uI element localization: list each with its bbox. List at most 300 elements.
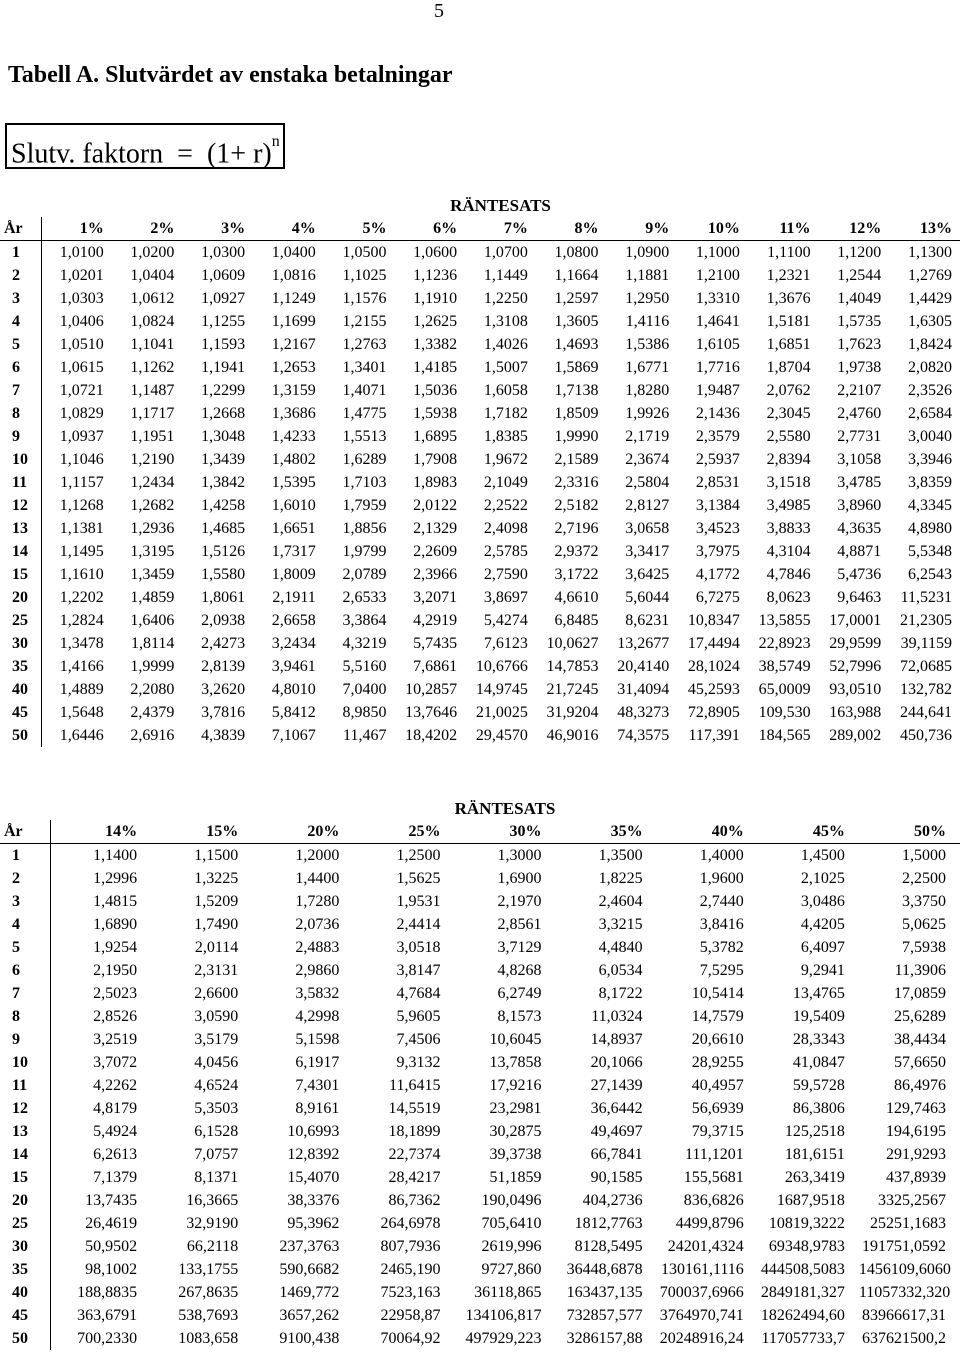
factor-cell: 1,5625 bbox=[396, 870, 441, 887]
factor-cell: 1,4889 bbox=[59, 681, 104, 698]
factor-cell: 188,8835 bbox=[77, 1284, 138, 1301]
factor-cell: 5,5348 bbox=[908, 543, 952, 560]
factor-cell: 1,1249 bbox=[271, 290, 316, 307]
factor-cell: 3,0486 bbox=[800, 893, 845, 910]
factor-cell: 4,2919 bbox=[413, 612, 458, 629]
factor-cell: 4,3839 bbox=[201, 727, 246, 744]
rate-column-header: 35% bbox=[556, 820, 657, 844]
factor-cell: 1,4815 bbox=[93, 893, 138, 910]
factor-cell: 3,7072 bbox=[93, 1054, 138, 1071]
factor-cell: 1,1941 bbox=[201, 359, 246, 376]
rate-column-header: 1% bbox=[41, 217, 112, 241]
factor-cell: 1,1157 bbox=[60, 474, 104, 491]
formula-equals: = bbox=[177, 138, 193, 170]
factor-cell: 7,5938 bbox=[902, 939, 946, 956]
factor-cell: 1,1951 bbox=[130, 428, 175, 445]
rate-column-header: 14% bbox=[50, 820, 151, 844]
factor-cell: 86,4976 bbox=[894, 1077, 946, 1094]
factor-cell: 264,6978 bbox=[380, 1215, 441, 1232]
factor-cell: 38,5749 bbox=[758, 658, 811, 675]
factor-cell: 83966617,31 bbox=[862, 1307, 946, 1324]
factor-cell: 72,8905 bbox=[687, 704, 740, 721]
factor-cell: 1,4500 bbox=[800, 847, 845, 864]
table-row bbox=[0, 632, 960, 655]
factor-cell: 1,7138 bbox=[554, 382, 599, 399]
factor-cell: 3,1384 bbox=[695, 497, 740, 514]
factor-cell: 700037,6966 bbox=[659, 1284, 744, 1301]
factor-cell: 7,1379 bbox=[93, 1169, 138, 1186]
rate-table-1-banner-spacer bbox=[0, 194, 41, 217]
factor-cell: 2,2609 bbox=[413, 543, 458, 560]
factor-cell: 1,0404 bbox=[130, 267, 175, 284]
factor-cell: 14,5519 bbox=[388, 1100, 441, 1117]
factor-cell: 10,2857 bbox=[405, 681, 458, 698]
rate-column-header: 4% bbox=[253, 217, 324, 241]
factor-cell: 24201,4324 bbox=[667, 1238, 744, 1255]
factor-cell: 2,0820 bbox=[908, 359, 952, 376]
factor-cell: 1,0100 bbox=[59, 244, 104, 261]
factor-cell: 52,7996 bbox=[829, 658, 882, 675]
factor-cell: 1,2769 bbox=[908, 267, 952, 284]
factor-cell: 1,0600 bbox=[413, 244, 458, 261]
year-cell: 50 bbox=[0, 724, 41, 747]
factor-cell: 2,5804 bbox=[625, 474, 670, 491]
year-cell: 5 bbox=[0, 333, 41, 356]
factor-cell: 1,5648 bbox=[59, 704, 104, 721]
factor-cell: 2,7440 bbox=[699, 893, 744, 910]
factor-cell: 8,9850 bbox=[342, 704, 387, 721]
factor-cell: 3,4985 bbox=[766, 497, 811, 514]
factor-cell: 1,2100 bbox=[695, 267, 740, 284]
year-cell: 30 bbox=[0, 1235, 50, 1258]
factor-cell: 3325,2567 bbox=[878, 1192, 946, 1209]
factor-cell: 13,4765 bbox=[792, 985, 845, 1002]
factor-cell: 163437,135 bbox=[566, 1284, 643, 1301]
factor-cell: 2,4883 bbox=[295, 939, 340, 956]
factor-cell: 1,8424 bbox=[908, 336, 952, 353]
factor-cell: 1,5938 bbox=[413, 405, 458, 422]
factor-cell: 4499,8796 bbox=[675, 1215, 744, 1232]
factor-cell: 1,2202 bbox=[59, 589, 104, 606]
factor-cell: 1,2653 bbox=[271, 359, 316, 376]
factor-cell: 59,5728 bbox=[792, 1077, 845, 1094]
factor-cell: 1,3108 bbox=[483, 313, 528, 330]
factor-cell: 1,3401 bbox=[342, 359, 387, 376]
factor-cell: 1,4116 bbox=[625, 313, 670, 330]
rate-table-2-banner-spacer bbox=[0, 797, 50, 820]
factor-cell: 8,1573 bbox=[497, 1008, 542, 1025]
year-cell: 50 bbox=[0, 1327, 50, 1350]
factor-cell: 1,4185 bbox=[413, 359, 458, 376]
factor-cell: 27,1439 bbox=[590, 1077, 643, 1094]
factor-cell: 155,5681 bbox=[683, 1169, 744, 1186]
table-row bbox=[0, 540, 960, 563]
factor-cell: 1,1100 bbox=[767, 244, 811, 261]
factor-cell: 4,3104 bbox=[766, 543, 811, 560]
factor-cell: 637621500,2 bbox=[862, 1330, 946, 1347]
rate-column-header: 40% bbox=[657, 820, 758, 844]
factor-cell: 72,0685 bbox=[900, 658, 952, 675]
factor-cell: 5,1598 bbox=[295, 1031, 340, 1048]
factor-cell: 18262494,60 bbox=[760, 1307, 845, 1324]
factor-cell: 191751,0592 bbox=[862, 1238, 946, 1255]
factor-cell: 2,2522 bbox=[483, 497, 528, 514]
factor-cell: 1,7623 bbox=[837, 336, 882, 353]
factor-cell: 6,2613 bbox=[93, 1146, 138, 1163]
factor-cell: 95,3962 bbox=[287, 1215, 340, 1232]
rate-column-header: 8% bbox=[536, 217, 607, 241]
factor-cell: 7,6123 bbox=[483, 635, 528, 652]
factor-cell: 1,0800 bbox=[554, 244, 599, 261]
factor-cell: 16,3665 bbox=[186, 1192, 239, 1209]
factor-cell: 2,5182 bbox=[554, 497, 599, 514]
rate-column-header: 25% bbox=[353, 820, 454, 844]
factor-cell: 1,1046 bbox=[59, 451, 104, 468]
factor-cell: 22958,87 bbox=[380, 1307, 441, 1324]
factor-cell: 1,1881 bbox=[625, 267, 670, 284]
factor-cell: 70064,92 bbox=[380, 1330, 441, 1347]
factor-cell: 48,3273 bbox=[617, 704, 670, 721]
factor-cell: 98,1002 bbox=[85, 1261, 138, 1278]
factor-cell: 1,5580 bbox=[201, 566, 246, 583]
factor-cell: 1,3310 bbox=[695, 290, 740, 307]
factor-cell: 2,8561 bbox=[497, 916, 542, 933]
factor-cell: 1,1487 bbox=[130, 382, 175, 399]
factor-cell: 74,3575 bbox=[617, 727, 670, 744]
year-cell: 20 bbox=[0, 586, 41, 609]
factor-cell: 51,1859 bbox=[489, 1169, 542, 1186]
table-row bbox=[0, 1097, 960, 1120]
page-number: 5 bbox=[434, 0, 444, 22]
factor-cell: 5,8412 bbox=[271, 704, 316, 721]
formula-base: (1+ r) bbox=[206, 138, 272, 170]
rate-column-header: 6% bbox=[394, 217, 465, 241]
table-row bbox=[0, 379, 960, 402]
year-cell: 25 bbox=[0, 1212, 50, 1235]
factor-cell: 65,0009 bbox=[758, 681, 811, 698]
year-cell: 35 bbox=[0, 1258, 50, 1281]
factor-cell: 1,2000 bbox=[295, 847, 340, 864]
factor-cell: 1,0510 bbox=[59, 336, 104, 353]
factor-cell: 36448,6878 bbox=[566, 1261, 643, 1278]
rate-column-header: 2% bbox=[112, 217, 183, 241]
factor-cell: 4,1772 bbox=[695, 566, 740, 583]
factor-cell: 20248916,24 bbox=[659, 1330, 744, 1347]
factor-cell: 289,002 bbox=[829, 727, 882, 744]
factor-cell: 28,4217 bbox=[388, 1169, 441, 1186]
factor-cell: 1,1000 bbox=[695, 244, 740, 261]
factor-cell: 3,8833 bbox=[766, 520, 811, 537]
factor-cell: 3,8960 bbox=[837, 497, 882, 514]
factor-cell: 1,7959 bbox=[342, 497, 387, 514]
factor-cell: 1,2668 bbox=[201, 405, 246, 422]
factor-cell: 5,6044 bbox=[625, 589, 670, 606]
factor-cell: 86,3806 bbox=[792, 1100, 845, 1117]
factor-cell: 1,0612 bbox=[130, 290, 175, 307]
factor-cell: 3,4785 bbox=[837, 474, 882, 491]
factor-cell: 39,1159 bbox=[900, 635, 952, 652]
rate-table-2-banner: RÄNTESATS bbox=[454, 799, 556, 818]
table-row bbox=[0, 655, 960, 678]
year-cell: 8 bbox=[0, 1005, 50, 1028]
factor-cell: 8,1722 bbox=[598, 985, 643, 1002]
factor-cell: 3,3946 bbox=[908, 451, 952, 468]
factor-cell: 15,4070 bbox=[287, 1169, 340, 1186]
factor-cell: 3,4523 bbox=[695, 520, 740, 537]
table-row bbox=[0, 1143, 960, 1166]
factor-cell: 1,4641 bbox=[695, 313, 740, 330]
factor-cell: 45,2593 bbox=[687, 681, 740, 698]
year-cell: 40 bbox=[0, 1281, 50, 1304]
year-cell: 11 bbox=[0, 1074, 50, 1097]
factor-cell: 1,6890 bbox=[93, 916, 138, 933]
factor-cell: 2,8127 bbox=[625, 497, 670, 514]
factor-cell: 1,4859 bbox=[130, 589, 175, 606]
rate-table-2 bbox=[0, 797, 960, 1350]
factor-cell: 117,391 bbox=[688, 727, 740, 744]
factor-cell: 4,8010 bbox=[271, 681, 316, 698]
factor-cell: 4,0456 bbox=[194, 1054, 239, 1071]
factor-cell: 7,4506 bbox=[396, 1031, 441, 1048]
factor-cell: 1,5000 bbox=[902, 847, 946, 864]
formula-exponent: n bbox=[271, 133, 280, 150]
factor-cell: 2,1911 bbox=[272, 589, 316, 606]
factor-cell: 11,6415 bbox=[389, 1077, 441, 1094]
factor-cell: 1,3382 bbox=[413, 336, 458, 353]
factor-cell: 2,4760 bbox=[837, 405, 882, 422]
factor-cell: 2,1049 bbox=[483, 474, 528, 491]
factor-cell: 1,2299 bbox=[201, 382, 246, 399]
factor-cell: 11057332,320 bbox=[858, 1284, 951, 1301]
factor-cell: 1,5735 bbox=[837, 313, 882, 330]
year-cell: 6 bbox=[0, 356, 41, 379]
formula-lhs: Slutv. faktorn bbox=[11, 138, 164, 170]
factor-cell: 2,2080 bbox=[130, 681, 175, 698]
factor-cell: 1,7490 bbox=[194, 916, 239, 933]
factor-cell: 1,8704 bbox=[766, 359, 811, 376]
factor-cell: 363,6791 bbox=[77, 1307, 138, 1324]
factor-cell: 1,9738 bbox=[837, 359, 882, 376]
year-cell: 1 bbox=[0, 844, 50, 868]
factor-cell: 6,4097 bbox=[800, 939, 845, 956]
factor-cell: 190,0496 bbox=[481, 1192, 542, 1209]
factor-cell: 1,5395 bbox=[271, 474, 316, 491]
factor-cell: 11,3906 bbox=[894, 962, 946, 979]
factor-cell: 2,0122 bbox=[413, 497, 458, 514]
factor-cell: 1,1255 bbox=[201, 313, 246, 330]
factor-cell: 66,7841 bbox=[590, 1146, 643, 1163]
table-row bbox=[0, 1005, 960, 1028]
factor-cell: 2,1970 bbox=[497, 893, 542, 910]
factor-cell: 1,9254 bbox=[93, 939, 138, 956]
factor-cell: 1,9999 bbox=[130, 658, 175, 675]
table-row bbox=[0, 678, 960, 701]
factor-cell: 1,7280 bbox=[295, 893, 340, 910]
factor-cell: 1,8983 bbox=[413, 474, 458, 491]
rate-column-header: 13% bbox=[889, 217, 960, 241]
factor-cell: 6,7275 bbox=[695, 589, 740, 606]
factor-cell: 4,2262 bbox=[93, 1077, 138, 1094]
factor-cell: 2,4379 bbox=[130, 704, 175, 721]
year-cell: 4 bbox=[0, 310, 41, 333]
factor-cell: 1,3842 bbox=[201, 474, 246, 491]
factor-cell: 705,6410 bbox=[481, 1215, 542, 1232]
factor-cell: 2,1719 bbox=[625, 428, 670, 445]
year-column-header: År bbox=[0, 217, 41, 241]
factor-cell: 25,6289 bbox=[894, 1008, 946, 1025]
factor-cell: 31,9204 bbox=[546, 704, 599, 721]
factor-cell: 1,5126 bbox=[201, 543, 246, 560]
factor-cell: 1,4000 bbox=[699, 847, 744, 864]
factor-cell: 1,5036 bbox=[413, 382, 458, 399]
factor-cell: 1,8385 bbox=[483, 428, 528, 445]
table-row bbox=[0, 1304, 960, 1327]
factor-cell: 1,8856 bbox=[342, 520, 387, 537]
factor-cell: 1083,658 bbox=[178, 1330, 239, 1347]
factor-cell: 1,0937 bbox=[59, 428, 104, 445]
factor-cell: 2,8394 bbox=[766, 451, 811, 468]
year-cell: 35 bbox=[0, 655, 41, 678]
factor-cell: 36118,865 bbox=[474, 1284, 542, 1301]
factor-cell: 2,0114 bbox=[194, 939, 239, 956]
year-cell: 12 bbox=[0, 1097, 50, 1120]
factor-cell: 1,1576 bbox=[342, 290, 387, 307]
factor-cell: 4,4840 bbox=[598, 939, 643, 956]
year-cell: 1 bbox=[0, 241, 41, 265]
factor-cell: 2,3131 bbox=[194, 962, 239, 979]
factor-cell: 1,6105 bbox=[695, 336, 740, 353]
factor-cell: 1,7317 bbox=[271, 543, 316, 560]
factor-cell: 20,6610 bbox=[691, 1031, 744, 1048]
factor-cell: 132,782 bbox=[900, 681, 952, 698]
factor-cell: 1,0201 bbox=[59, 267, 104, 284]
factor-cell: 1812,7763 bbox=[574, 1215, 643, 1232]
factor-cell: 1,2155 bbox=[342, 313, 387, 330]
rate-column-header: 30% bbox=[454, 820, 555, 844]
factor-cell: 1,6289 bbox=[342, 451, 387, 468]
factor-cell: 8,6231 bbox=[625, 612, 670, 629]
table-row bbox=[0, 1028, 960, 1051]
factor-cell: 3,7129 bbox=[497, 939, 542, 956]
table-row bbox=[0, 959, 960, 982]
factor-cell: 1,9799 bbox=[342, 543, 387, 560]
factor-cell: 437,8939 bbox=[886, 1169, 946, 1186]
rate-column-header: 45% bbox=[758, 820, 859, 844]
factor-cell: 2,1950 bbox=[93, 962, 138, 979]
factor-cell: 2,5785 bbox=[483, 543, 528, 560]
factor-cell: 2,1436 bbox=[695, 405, 740, 422]
factor-cell: 1,1300 bbox=[908, 244, 952, 261]
factor-cell: 1,0900 bbox=[625, 244, 670, 261]
factor-cell: 17,9216 bbox=[489, 1077, 542, 1094]
factor-cell: 125,2518 bbox=[784, 1123, 845, 1140]
factor-cell: 1,2950 bbox=[625, 290, 670, 307]
factor-cell: 1,1400 bbox=[93, 847, 138, 864]
factor-cell: 56,6939 bbox=[691, 1100, 744, 1117]
year-cell: 12 bbox=[0, 494, 41, 517]
factor-cell: 2,3674 bbox=[625, 451, 670, 468]
factor-cell: 1,5181 bbox=[766, 313, 811, 330]
factor-cell: 10,5414 bbox=[691, 985, 744, 1002]
factor-cell: 1,8061 bbox=[201, 589, 246, 606]
table-row bbox=[0, 1051, 960, 1074]
factor-cell: 3,6425 bbox=[625, 566, 670, 583]
factor-cell: 1,3225 bbox=[194, 870, 239, 887]
table-row bbox=[0, 471, 960, 494]
factor-cell: 590,6682 bbox=[279, 1261, 340, 1278]
factor-cell: 404,2736 bbox=[582, 1192, 643, 1209]
rate-column-header: 11% bbox=[748, 217, 819, 241]
factor-cell: 29,9599 bbox=[829, 635, 882, 652]
year-cell: 15 bbox=[0, 563, 41, 586]
factor-cell: 111,1201 bbox=[684, 1146, 744, 1163]
rate-column-header: 15% bbox=[151, 820, 252, 844]
factor-cell: 5,4924 bbox=[93, 1123, 138, 1140]
factor-cell: 4,7684 bbox=[396, 985, 441, 1002]
table-row bbox=[0, 333, 960, 356]
factor-cell: 194,6195 bbox=[886, 1123, 946, 1140]
factor-cell: 117057733,7 bbox=[761, 1330, 845, 1347]
table-row bbox=[0, 1074, 960, 1097]
table-row bbox=[0, 1120, 960, 1143]
factor-cell: 66,2118 bbox=[186, 1238, 239, 1255]
factor-cell: 13,5855 bbox=[758, 612, 811, 629]
year-cell: 2 bbox=[0, 264, 41, 287]
factor-cell: 4,6524 bbox=[194, 1077, 239, 1094]
year-cell: 10 bbox=[0, 1051, 50, 1074]
factor-cell: 2,4604 bbox=[598, 893, 643, 910]
factor-cell: 1,3500 bbox=[598, 847, 643, 864]
factor-cell: 1,2936 bbox=[130, 520, 175, 537]
factor-cell: 2,1329 bbox=[413, 520, 458, 537]
factor-cell: 1,7908 bbox=[413, 451, 458, 468]
year-cell: 8 bbox=[0, 402, 41, 425]
factor-cell: 22,8923 bbox=[758, 635, 811, 652]
factor-cell: 4,8980 bbox=[908, 520, 952, 537]
factor-cell: 1,4026 bbox=[483, 336, 528, 353]
factor-cell: 1,4258 bbox=[201, 497, 246, 514]
factor-cell: 7,0757 bbox=[194, 1146, 239, 1163]
factor-cell: 134106,817 bbox=[465, 1307, 542, 1324]
rate-column-header: 12% bbox=[819, 217, 890, 241]
factor-cell: 1,9531 bbox=[396, 893, 441, 910]
factor-cell: 2849181,327 bbox=[760, 1284, 845, 1301]
factor-cell: 2,6533 bbox=[342, 589, 387, 606]
year-cell: 3 bbox=[0, 287, 41, 310]
rate-column-header: 3% bbox=[182, 217, 253, 241]
factor-cell: 1,8509 bbox=[554, 405, 599, 422]
factor-cell: 21,7245 bbox=[546, 681, 599, 698]
rate-column-header: 50% bbox=[859, 820, 960, 844]
rate-table-1-banner: RÄNTESATS bbox=[450, 196, 551, 215]
factor-cell: 109,530 bbox=[758, 704, 811, 721]
factor-cell: 18,4202 bbox=[405, 727, 458, 744]
factor-cell: 3,2519 bbox=[93, 1031, 138, 1048]
table-row bbox=[0, 241, 960, 265]
year-column-header: År bbox=[0, 820, 50, 844]
factor-cell: 732857,577 bbox=[566, 1307, 643, 1324]
factor-cell: 1,6058 bbox=[483, 382, 528, 399]
factor-cell: 69348,9783 bbox=[768, 1238, 845, 1255]
factor-cell: 1,3195 bbox=[130, 543, 175, 560]
factor-cell: 1,5513 bbox=[342, 428, 387, 445]
factor-cell: 1,6305 bbox=[908, 313, 952, 330]
factor-cell: 3,8416 bbox=[699, 916, 744, 933]
factor-cell: 1,6406 bbox=[130, 612, 175, 629]
factor-cell: 1,3000 bbox=[497, 847, 542, 864]
factor-cell: 2,9860 bbox=[295, 962, 340, 979]
factor-cell: 1,4775 bbox=[342, 405, 387, 422]
